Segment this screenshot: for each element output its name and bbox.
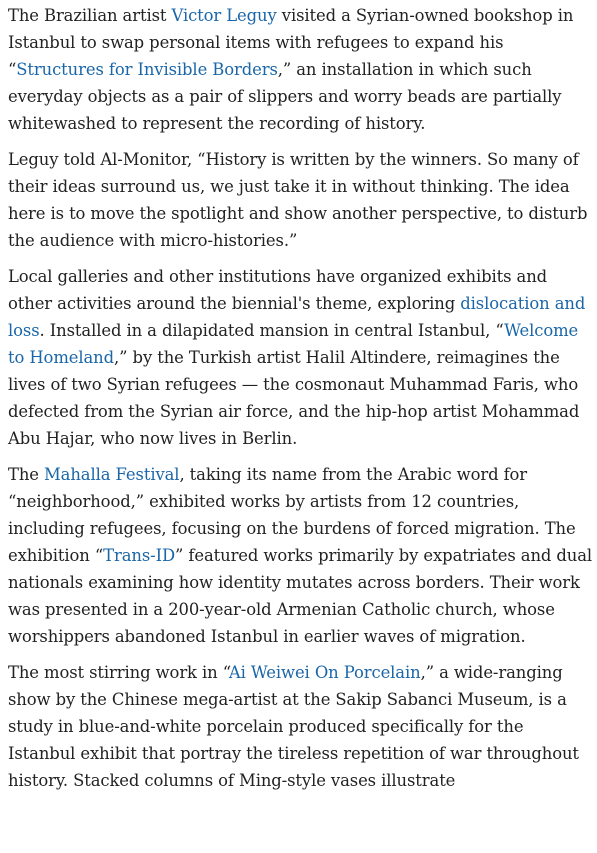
text-segment: visited a Syrian-owned bookshop in Istanbul to swap personal items with refugees to expand his “ bbox=[8, 6, 574, 79]
text-segment: The Brazilian artist bbox=[8, 6, 172, 25]
link-victor-leguy[interactable]: Victor Leguy bbox=[171, 6, 277, 25]
link-dislocation-and-loss[interactable]: dislocation and loss bbox=[8, 294, 586, 340]
text-segment: ” featured works primarily by expatriates and dual nationals examining how identity mutates across borders. Their work was presented in a 200-year-old Armenian Catholic church, whose worshippers abandoned Istanbul in earlier waves of migration. bbox=[8, 546, 593, 646]
article-body bbox=[0, 2, 597, 794]
paragraph-4 bbox=[8, 461, 593, 650]
link-welcome-to-homeland[interactable]: Welcome to Homeland bbox=[8, 321, 579, 367]
text-segment: The bbox=[8, 465, 44, 484]
link-mahalla-festival[interactable]: Mahalla Festival bbox=[44, 465, 180, 484]
link-ai-weiwei-on-porcelain[interactable]: Ai Weiwei On Porcelain bbox=[228, 663, 421, 682]
text-segment: Local galleries and other institutions have organized exhibits and other activities around the biennial's theme, exploring bbox=[8, 267, 548, 313]
link-trans-id[interactable]: Trans-ID bbox=[103, 546, 175, 565]
paragraph-gap bbox=[8, 452, 593, 461]
text-segment: ,” an installation in which such everyday objects as a pair of slippers and worry beads are partially whitewashed to represent the recording of history. bbox=[8, 60, 562, 133]
text-segment: , taking its name from the Arabic word for “neighborhood,” exhibited works by artists from 12 countries, including refugees, focusing on the burdens of forced migration. The exhibition “ bbox=[8, 465, 576, 565]
text-segment: Leguy told Al-Monitor, “History is written by the winners. So many of their ideas surround us, we just take it in without thinking. The idea here is to move the spotlight and show another perspective, to disturb the audience with micro-histories.” bbox=[8, 150, 588, 250]
text-segment: ,” by the Turkish artist Halil Altindere, reimagines the lives of two Syrian refugees — the cosmonaut Muhammad Faris, who defected from the Syrian air force, and the hip-hop artist Mohammad Abu Hajar, who now lives in Berlin. bbox=[8, 348, 580, 448]
paragraph-gap bbox=[8, 137, 593, 146]
paragraph-1 bbox=[8, 2, 593, 137]
text-segment: . Installed in a dilapidated mansion in central Istanbul, “ bbox=[39, 321, 505, 340]
paragraph-3 bbox=[8, 263, 593, 452]
paragraph-gap bbox=[8, 650, 593, 659]
link-structures-for-invisible-borders[interactable]: Structures for Invisible Borders bbox=[16, 60, 278, 79]
paragraph-gap bbox=[8, 254, 593, 263]
paragraph-2 bbox=[8, 146, 593, 254]
paragraph-5 bbox=[8, 659, 593, 794]
text-segment: The most stirring work in “ bbox=[8, 663, 229, 682]
text-segment: ,” a wide-ranging show by the Chinese mega-artist at the Sakip Sabanci Museum, is a study in blue-and-white porcelain produced specifically for the Istanbul exhibit that portray the tireless repetition of war throughout history. Stacked columns of Ming-style vases illustrate bbox=[8, 663, 579, 790]
